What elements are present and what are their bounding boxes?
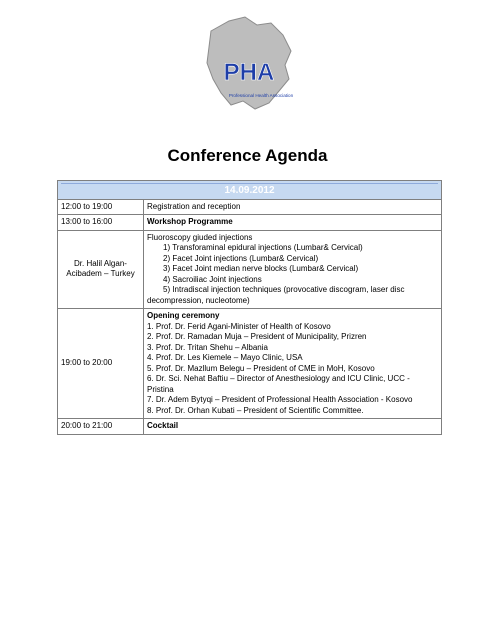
agenda-table [57,180,442,435]
list-item: 2) Facet Joint injections (Lumbar& Cervical) [163,253,319,263]
list-item: 5) Intradiscal injection techniques (provocative discogram, laser disc [163,285,405,294]
time-cell: 20:00 to 21:00 [58,419,144,435]
list-item: 8. Prof. Dr. Orhan Kubati – President of Scientific Committee. [147,405,364,415]
activity-cell: Cocktail [144,419,442,435]
time-cell: 13:00 to 16:00 [58,215,144,231]
speaker-cell [58,230,144,309]
list-item: 1) Transforaminal epidural injections (Lumbar& Cervical) [163,243,363,252]
table-row [58,419,442,435]
activity-cell: Workshop Programme [144,215,442,231]
time-cell: 19:00 to 20:00 [58,309,144,419]
logo-subtitle: Professional Health Association [228,93,294,98]
date-header [58,181,442,200]
table-row [58,215,442,231]
list-item: 5. Prof. Dr. Mazllum Belegu – President of CME in MoH, Kosovo [147,363,375,373]
opening-row [58,309,442,419]
date-label: 14.09.2012 [61,183,438,197]
list-item: 7. Dr. Adem Bytyqi – President of Professional Health Association - Kosovo [147,395,413,404]
list-item: 4) Sacroiliac Joint injections [163,274,262,284]
list-item: 3. Prof. Dr. Tritan Shehu – Albania [147,342,268,352]
workshop-row [58,230,442,309]
list-item: 3) Facet Joint median nerve blocks (Lumbar& Cervical) [163,264,359,273]
list-item: 1. Prof. Dr. Ferid Agani-Minister of Health of Kosovo [147,321,331,331]
workshop-details [144,230,442,309]
list-item: 6. Dr. Sci. Nehat Baftiu – Director of Anesthesiology and ICU Clinic, UCC - Pristina [147,374,410,394]
pha-logo [199,13,299,113]
time-cell: 12:00 to 19:00 [58,199,144,215]
opening-details [144,309,442,419]
page-title: Conference Agenda [167,146,328,165]
opening-heading: Opening ceremony [147,311,220,320]
speaker-name: Dr. Halil Algan- [74,258,127,268]
list-item: 2. Prof. Dr. Ramadan Muja – President of Municipality, Prizren [147,332,367,341]
activity-cell: Registration and reception [144,199,442,215]
procedure-list [147,243,438,296]
list-item-continuation: decompression, nucleotome) [147,295,250,305]
logo-acronym: PHA [223,59,275,86]
speaker-affiliation: Acibadem – Turkey [66,269,135,279]
workshop-intro: Fluoroscopy giuded injections [147,232,253,242]
list-item: 4. Prof. Dr. Les Kiemele – Mayo Clinic, USA [147,353,303,362]
date-row [58,181,442,200]
table-row [58,199,442,215]
